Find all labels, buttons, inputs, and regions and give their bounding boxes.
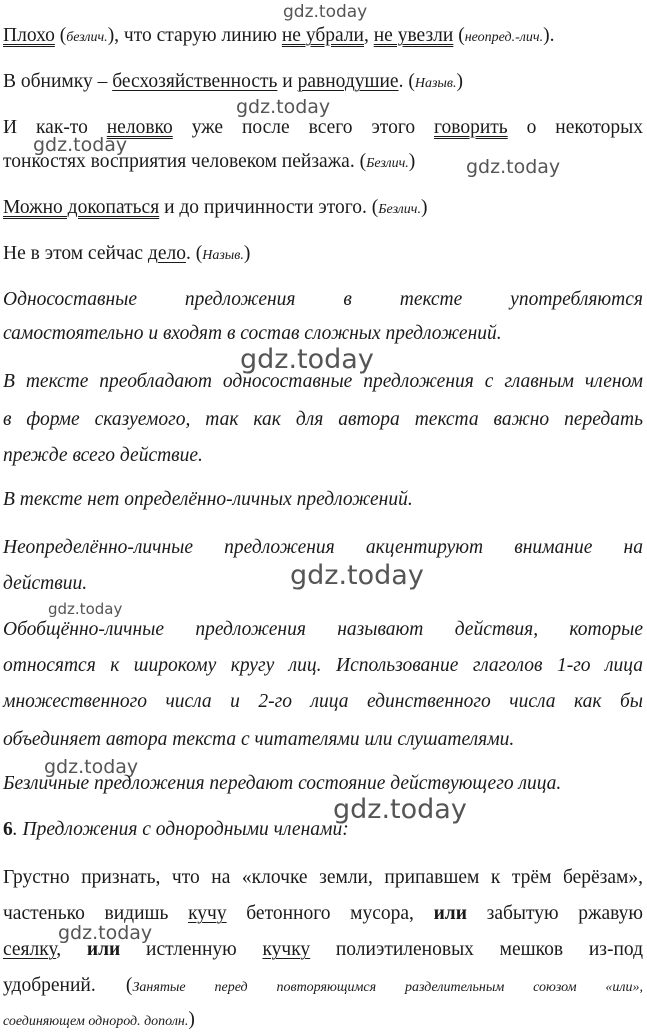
- watermark: gdz.today: [333, 794, 467, 825]
- watermark: gdz.today: [466, 156, 561, 178]
- conclusion-line: самостоятельно и входят в состав сложных предложений.: [3, 323, 502, 344]
- text: . (: [398, 71, 415, 92]
- predicate: не увезли: [373, 25, 454, 46]
- text-line: [3, 116, 643, 140]
- text: ): [408, 151, 416, 172]
- conclusion-line: Обобщённо-личные предложения называют действия, которые: [3, 619, 643, 640]
- text: бетонного мусора,: [226, 903, 434, 924]
- annotation: безлич.: [66, 30, 108, 45]
- text-line: [3, 196, 427, 222]
- watermark: gdz.today: [33, 134, 128, 156]
- text: тонкостях восприятия человеком пейзажа. (: [3, 151, 367, 172]
- text: ,: [364, 25, 374, 46]
- conclusion-line: относятся к широкому кругу лиц. Использование глаголов 1-го лица: [3, 655, 643, 676]
- text-line: [3, 1008, 195, 1034]
- annotation: Назыв.: [414, 76, 457, 91]
- text: ): [188, 1009, 195, 1030]
- text: (: [54, 25, 67, 46]
- subject: бесхозяйственность: [112, 71, 278, 92]
- section-heading: [3, 818, 349, 842]
- conclusion-line: В тексте нет определённо-личных предложений.: [3, 489, 413, 510]
- conclusion-line: в форме сказуемого, так как для автора текста важно передать: [3, 409, 643, 430]
- object: кучу: [188, 903, 227, 924]
- text: частенько видишь: [3, 903, 189, 924]
- annotation: Назыв.: [202, 248, 244, 263]
- predicate: неловко: [106, 117, 173, 138]
- text: ): [243, 243, 251, 264]
- conclusion-line: действии.: [3, 573, 88, 594]
- conclusion-line: прежде всего действие.: [3, 445, 203, 466]
- text: ), что старую линию: [107, 25, 282, 46]
- annotation: соединяющем однород. дополн.: [3, 1014, 189, 1029]
- conjunction: или: [433, 903, 467, 924]
- annotation: Занятые перед повторяющимся разделительным союзом «или»,: [132, 980, 643, 995]
- text-line: [3, 242, 250, 268]
- text: . (: [185, 243, 203, 264]
- conclusion-line: Неопределённо-личные предложения акцентируют внимание на: [3, 537, 643, 558]
- watermark: gdz.today: [283, 2, 368, 22]
- conclusion-line: Односоставные предложения в тексте употребляются: [3, 289, 643, 310]
- object: сеялку: [3, 939, 57, 960]
- text-line: [3, 902, 643, 926]
- conclusion-line: объединяет автора текста с читателями или слушателями.: [3, 729, 515, 750]
- watermark: gdz.today: [240, 344, 374, 375]
- text: и: [277, 71, 298, 92]
- section-title: . Предложения с однородными членами:: [12, 819, 349, 840]
- text-line: [3, 70, 463, 96]
- text-line: [3, 24, 554, 50]
- text: истленную: [120, 939, 263, 960]
- watermark: gdz.today: [44, 756, 139, 778]
- predicate: не убрали: [281, 25, 364, 46]
- text: и до причинности этого. (: [159, 197, 379, 218]
- watermark: gdz.today: [236, 96, 331, 118]
- subject: равнодушие: [297, 71, 399, 92]
- text: ,: [56, 939, 87, 960]
- text: Не в этом сейчас: [3, 243, 148, 264]
- text: о некоторых: [507, 117, 643, 138]
- text: удобрений. (: [3, 975, 133, 996]
- section-number: 6: [3, 819, 13, 840]
- text: ): [456, 71, 463, 92]
- text-line: [3, 974, 643, 1000]
- predicate: Можно докопаться: [3, 197, 160, 218]
- text: уже после всего этого: [172, 117, 435, 138]
- text: В обнимку –: [3, 71, 113, 92]
- predicate: Плохо: [3, 25, 55, 46]
- text: ): [420, 197, 428, 218]
- text: ).: [543, 25, 555, 46]
- watermark: gdz.today: [48, 600, 123, 618]
- annotation: Безлич.: [366, 156, 409, 171]
- conclusion-line: Безличные предложения передают состояние действующего лица.: [3, 773, 562, 794]
- watermark: gdz.today: [290, 560, 424, 591]
- watermark: gdz.today: [58, 922, 153, 944]
- subject: дело: [147, 243, 186, 264]
- conclusion-line: множественного числа и 2-го лица единственного числа как бы: [3, 691, 643, 712]
- annotation: неопред.-лич.: [464, 30, 544, 45]
- text-line: [3, 150, 415, 176]
- text: (: [453, 25, 465, 46]
- text: забытую ржавую: [466, 903, 643, 924]
- conjunction: или: [86, 939, 121, 960]
- conclusion-line: В тексте преобладают односоставные предложения с главным членом: [3, 371, 643, 392]
- text: полиэтиленовых мешков из-под: [310, 939, 644, 960]
- annotation: Безлич.: [378, 202, 421, 217]
- object: кучку: [262, 939, 311, 960]
- text: И как-то: [3, 117, 107, 138]
- text-line: [3, 938, 643, 962]
- predicate: говорить: [434, 117, 508, 138]
- text-line: Грустно признать, что на «клочке земли, припавшем к трём берёзам»,: [3, 867, 643, 888]
